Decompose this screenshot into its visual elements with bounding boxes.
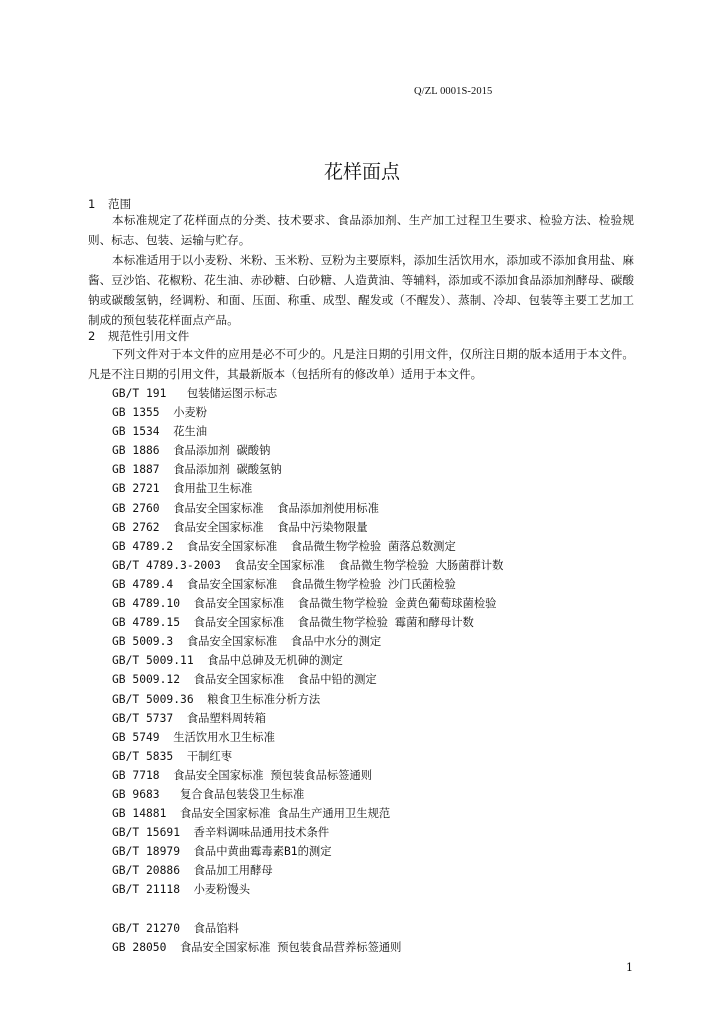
page-title: 花样面点 (323, 160, 400, 183)
references-intro-paragraph: 下列文件对于本文件的应用是必不可少的。凡是注日期的引用文件，仅所注日期的版本适用于本文件。凡是不注日期的引用文件，其最新版本（包括所有的修改单）适用于本文件。 (88, 347, 634, 381)
reference-item: GB 2760 食品安全国家标准 食品添加剂使用标准 (112, 501, 379, 515)
reference-item: GB/T 191 包装储运图示标志 (112, 387, 278, 400)
reference-item: GB 5749 生活饮用水卫生标准 (112, 730, 275, 744)
section-title: 规范性引用文件 (108, 329, 190, 343)
reference-list (112, 384, 503, 957)
section-number: 2 (88, 329, 96, 343)
reference-item: GB 1534 花生油 (112, 425, 208, 439)
reference-item: GB 28050 食品安全国家标准 预包装食品营养标签通则 (112, 940, 402, 954)
reference-item: GB 5009.12 食品安全国家标准 食品中铅的测定 (112, 673, 377, 687)
reference-item: GB/T 5737 食品塑料周转箱 (112, 711, 266, 725)
section-heading-normative-references (88, 328, 189, 344)
reference-item: GB/T 21118 小麦粉馒头 (112, 883, 251, 897)
reference-item: GB/T 18979 食品中黄曲霉毒素B1的测定 (112, 845, 332, 859)
reference-item: GB 1886 食品添加剂 碳酸钠 (112, 444, 271, 458)
reference-item: GB/T 21270 食品馅料 (112, 921, 239, 935)
reference-item: GB 2721 食用盐卫生标准 (112, 482, 253, 496)
document-code: Q/ZL 0001S-2015 (414, 86, 493, 97)
reference-item: GB 4789.10 食品安全国家标准 食品微生物学检验 金黄色葡萄球菌检验 (112, 597, 497, 611)
scope-paragraph-1: 本标准规定了花样面点的分类、技术要求、食品添加剂、生产加工过程卫生要求、检验方法、检验规则、标志、包装、运输与贮存。 (88, 213, 634, 247)
page-number: 1 (626, 961, 633, 974)
scope-paragraph-2: 本标准适用于以小麦粉、米粉、玉米粉、豆粉为主要原料，添加生活饮用水，添加或不添加食用盐、麻酱、豆沙馅、花椒粉、花生油、赤砂糖、白砂糖、人造黄油、等辅料，添加或不添加食品添加剂酵母、碳酸钠或碳酸氢钠，经调粉、和面、压面、称重、成型、醒发或（不醒发）、蒸制、冷却、包装等主要工艺加工制成的预包装花样面点产品。 (88, 253, 634, 327)
reference-item: GB/T 4789.3-2003 食品安全国家标准 食品微生物学检验 大肠菌群计数 (112, 558, 504, 572)
reference-item: GB 2762 食品安全国家标准 食品中污染物限量 (112, 520, 368, 534)
reference-item: GB/T 5009.36 粮食卫生标准分析方法 (112, 692, 321, 706)
reference-item: GB 4789.15 食品安全国家标准 食品微生物学检验 霉菌和酵母计数 (112, 616, 474, 630)
reference-item: GB 4789.2 食品安全国家标准 食品微生物学检验 菌落总数测定 (112, 539, 456, 553)
reference-item: GB/T 5835 干制红枣 (112, 749, 233, 763)
section-number: 1 (88, 197, 96, 211)
reference-item: GB/T 5009.11 食品中总砷及无机砷的测定 (112, 654, 343, 668)
reference-item: GB 9683 复合食品包装袋卫生标准 (112, 787, 305, 801)
section-title: 范围 (108, 197, 132, 211)
reference-item: GB/T 20886 食品加工用酵母 (112, 864, 273, 878)
reference-item: GB/T 15691 香辛料调味品通用技术条件 (112, 826, 330, 840)
reference-item: GB 4789.4 食品安全国家标准 食品微生物学检验 沙门氏菌检验 (112, 577, 456, 591)
reference-item: GB 1355 小麦粉 (112, 406, 208, 420)
reference-item: GB 14881 食品安全国家标准 食品生产通用卫生规范 (112, 807, 391, 821)
reference-item: GB 1887 食品添加剂 碳酸氢钠 (112, 463, 282, 477)
reference-item: GB 7718 食品安全国家标准 预包装食品标签通则 (112, 768, 373, 782)
reference-item: GB 5009.3 食品安全国家标准 食品中水分的测定 (112, 635, 382, 649)
